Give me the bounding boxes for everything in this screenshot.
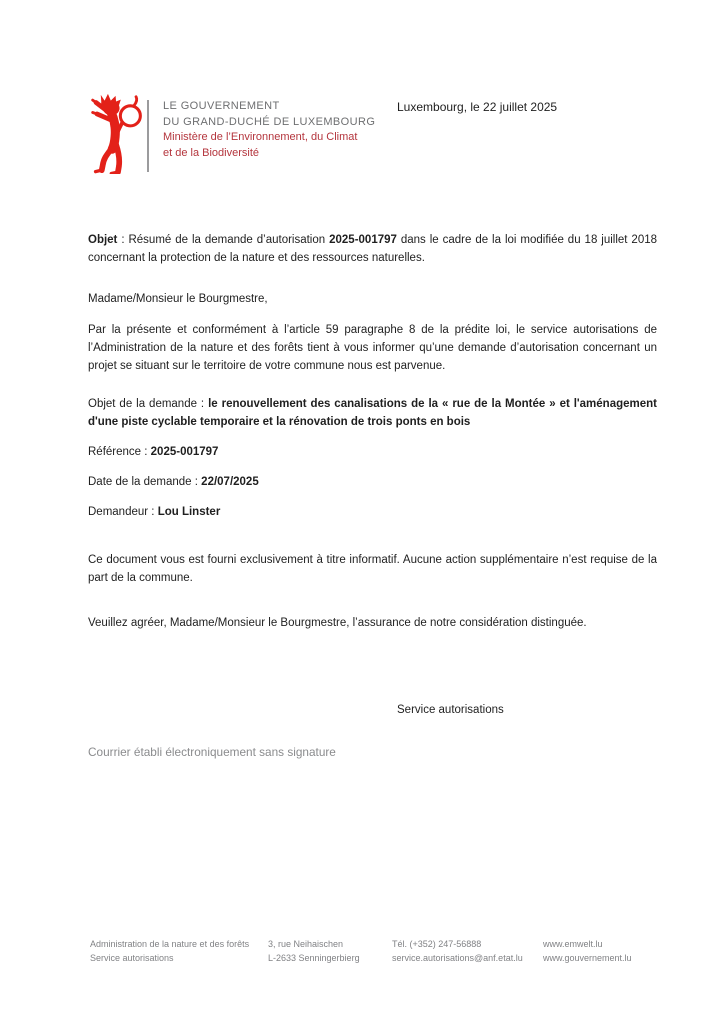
electronic-signature-note: Courrier établi électroniquement sans signature	[88, 745, 336, 759]
info-note: Ce document vous est fourni exclusivement à titre informatif. Aucune action supplémentaire n’est requise de la part de la commune.	[88, 554, 657, 584]
luxembourg-lion-icon	[90, 92, 144, 174]
footer-email: service.autorisations@anf.etat.lu	[392, 952, 523, 963]
subject-reference: 2025-001797	[329, 234, 397, 246]
footer-website-emwelt: www.emwelt.lu	[543, 939, 603, 949]
reference-line	[88, 443, 657, 461]
footer-service: Service autorisations	[90, 952, 174, 963]
footer-administration: Administration de la nature et des forêts	[90, 939, 250, 949]
footer-phone: Tél. (+352) 247-56888	[392, 939, 482, 949]
request-date-value: 22/07/2025	[201, 476, 259, 488]
request-subject	[88, 395, 657, 431]
request-date-line	[88, 473, 657, 491]
intro-paragraph: Par la présente et conformément à l’article 59 paragraphe 8 de la prédite loi, le service autorisations de l’Administration de la nature et des forêts tient à vous informer qu’une demande d’autorisation concernant un projet se situant sur le territoire de votre commune nous est parvenue.	[88, 324, 657, 372]
footer-street: 3, rue Neihaischen	[268, 939, 344, 949]
reference-value: 2025-001797	[150, 446, 219, 458]
request-subject-label: Objet de la demande :	[88, 398, 209, 410]
reference-label: Référence :	[88, 446, 151, 458]
footer-city: L-2633 Senningerbierg	[268, 952, 360, 963]
subject-rest: dans le cadre de la loi modifiée du 18 juillet 2018 concernant la protection de la nature et des ressources naturelles.	[88, 234, 658, 264]
signature-block: Service autorisations	[397, 704, 504, 716]
subject-line	[88, 231, 657, 267]
footer-address-column	[268, 938, 360, 965]
dateline: Luxembourg, le 22 juillet 2025	[397, 100, 558, 114]
applicant-value: Lou Linster	[157, 506, 221, 518]
salutation: Madame/Monsieur le Bourgmestre,	[88, 293, 268, 305]
subject-label: Objet	[88, 234, 118, 246]
footer-websites-column	[543, 938, 632, 965]
ministry-name-line2: et de la Biodiversité	[163, 146, 259, 159]
government-name-line2: DU GRAND-DUCHÉ DE LUXEMBOURG	[163, 115, 376, 128]
applicant-label: Demandeur :	[88, 506, 158, 518]
government-name-line1: LE GOUVERNEMENT	[163, 100, 280, 112]
applicant-line	[88, 503, 657, 521]
subject-mid: : Résumé de la demande d’autorisation	[117, 234, 330, 246]
request-subject-value: le renouvellement des canalisations de la « rue de la Montée » et l'aménagement d'une piste cyclable temporaire et la rénovation de trois ponts en bois	[88, 398, 657, 428]
footer-service-column	[90, 938, 249, 965]
footer-website-gouvernement: www.gouvernement.lu	[543, 952, 632, 963]
ministry-name-line1: Ministère de l’Environnement, du Climat	[163, 131, 358, 143]
closing-line: Veuillez agréer, Madame/Monsieur le Bourgmestre, l’assurance de notre considération distinguée.	[88, 617, 587, 629]
request-date-label: Date de la demande :	[88, 476, 202, 488]
footer-contact-column	[392, 938, 523, 965]
logo-separator	[147, 100, 149, 172]
